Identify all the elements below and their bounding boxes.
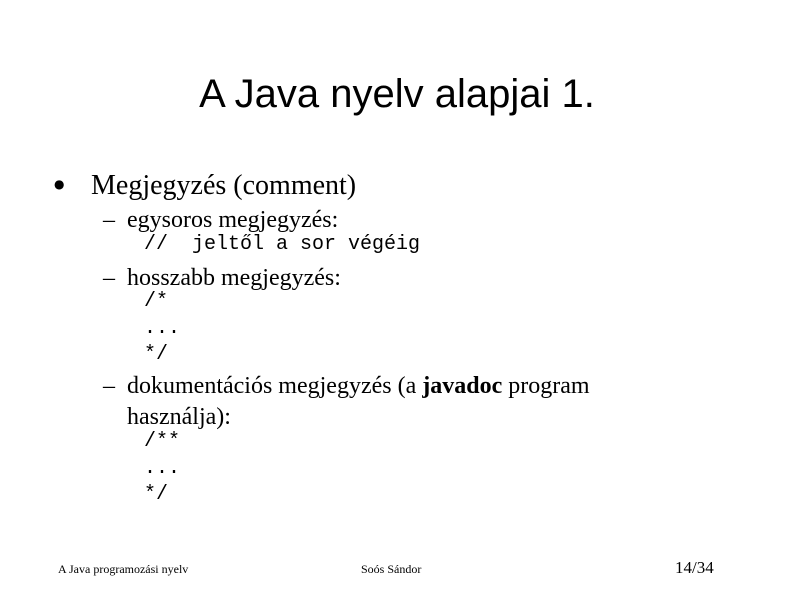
dash-bullet-icon: – xyxy=(103,265,115,291)
page-number: 14/34 xyxy=(675,558,714,577)
slide-title: A Java nyelv alapjai 1. xyxy=(199,72,595,116)
sub-bullet-text-2: hosszabb megjegyzés: xyxy=(127,265,341,291)
footer-course-title: A Java programozási nyelv xyxy=(58,562,189,576)
sub-bullet-text-1: egysoros megjegyzés: xyxy=(127,207,339,233)
code-line: ... xyxy=(144,457,181,480)
sub-bullet-text-3 xyxy=(127,371,590,401)
code-line: ... xyxy=(144,317,181,340)
sub-bullet-text-3-pre: dokumentációs megjegyzés (a xyxy=(127,373,423,399)
sub-bullet-text-3-line2: használja): xyxy=(127,404,231,430)
code-line: */ xyxy=(144,343,169,366)
javadoc-keyword: javadoc xyxy=(422,373,503,399)
dash-bullet-icon: – xyxy=(103,373,115,399)
dash-bullet-icon: – xyxy=(103,207,115,233)
sub-bullet-text-3-post: program xyxy=(502,373,590,399)
bullet-icon: ● xyxy=(54,177,65,191)
code-line: /* xyxy=(144,290,169,313)
footer-author: Soós Sándor xyxy=(361,562,422,576)
main-bullet-text: Megjegyzés (comment) xyxy=(91,170,357,201)
code-line: */ xyxy=(144,483,169,506)
code-line: /** xyxy=(144,430,181,453)
code-line: // jeltől a sor végéig xyxy=(144,233,421,256)
